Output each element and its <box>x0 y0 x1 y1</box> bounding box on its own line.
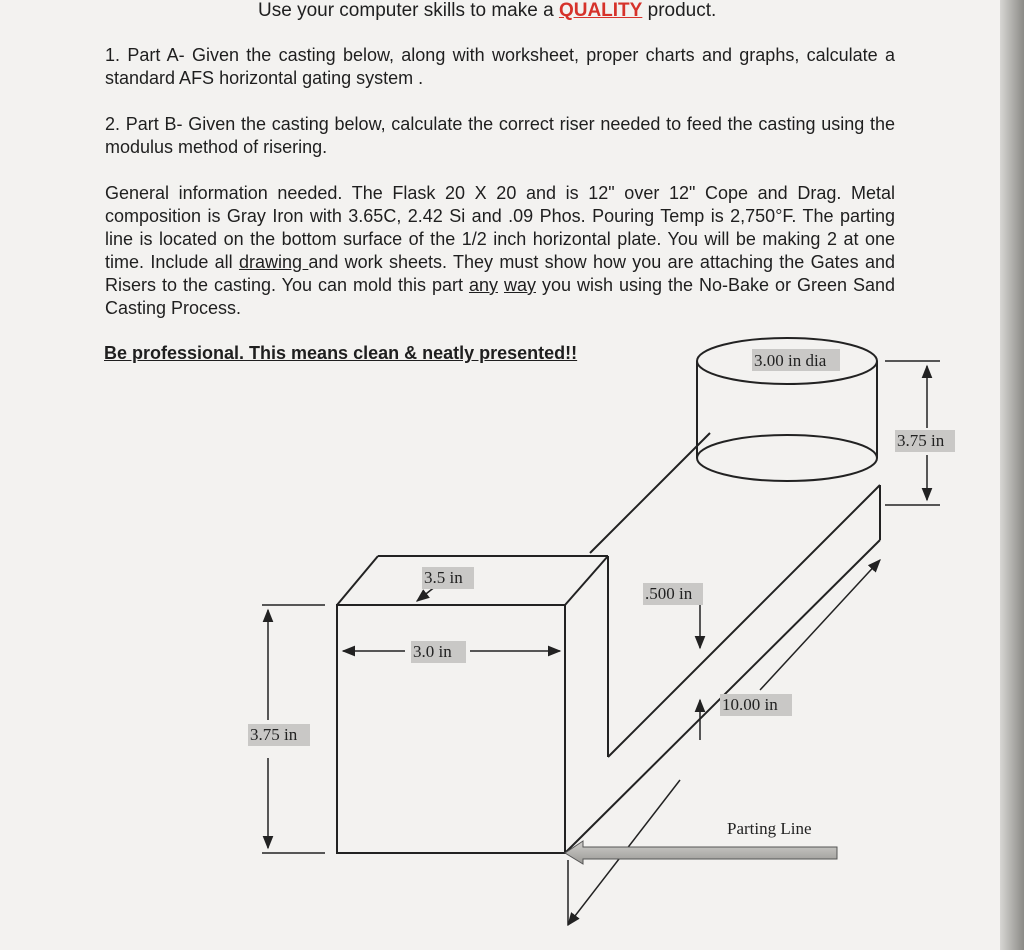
length-arrow-up <box>760 560 880 690</box>
any-underlined: any <box>468 275 498 295</box>
title-suffix: product. <box>642 0 717 21</box>
plate-length-label: 10.00 in <box>722 695 778 714</box>
general-text-3: you wish using the No-Bake or Green Sand Casting Process. <box>105 275 895 318</box>
professional-note: Be professional. This means clean & neatly presented!! <box>104 343 578 363</box>
page-edge-shadow <box>1000 0 1024 950</box>
parting-line-arrow <box>565 841 837 864</box>
part-b-instructions: 2. Part B- Given the casting below, calculate the correct riser needed to feed the casting using the modulus method of risering. <box>105 114 895 157</box>
general-text-2: and work sheets. They must show how you are attaching the Gates and Risers to the casting. You can mold this part <box>105 252 895 295</box>
drawing-underlined: drawing <box>238 252 309 272</box>
general-text-1: General information needed. The Flask 20 X 20 and is 12" over 12" Cope and Drag. Metal composition is Gray Iron with 3.65C, 2.42 Si and .09 Phos. Pouring Temp is 2,750°F. The parting line is located on the bottom surface of the 1/2 inch horizontal plate. You will be making 2 at one time. Include all <box>105 183 895 272</box>
cylinder-diameter-label: 3.00 in dia <box>754 351 827 370</box>
quality-emphasis: QUALITY <box>558 0 643 21</box>
title-prefix: Use your computer skills to make a <box>258 0 559 21</box>
block-width-label: 3.0 in <box>413 642 452 661</box>
parting-line-label: Parting Line <box>727 819 812 838</box>
way-underlined: way <box>503 275 536 295</box>
block-height-label: 3.75 in <box>250 725 298 744</box>
cylinder-bottom-ellipse <box>697 435 877 481</box>
block-top-right-edge <box>565 556 608 605</box>
dimension-lines <box>262 361 940 925</box>
plate-top-front-edge <box>608 485 880 757</box>
block-top-left-edge <box>337 556 378 605</box>
casting-outline <box>337 338 880 853</box>
cylinder-height-label: 3.75 in <box>897 431 945 450</box>
part-a-instructions: 1. Part A- Given the casting below, along with worksheet, proper charts and graphs, calculate a standard AFS horizontal gating system . <box>105 45 895 88</box>
plate-top-back-edge <box>590 433 710 553</box>
plate-thickness-label: .500 in <box>645 584 693 603</box>
block-depth-label: 3.5 in <box>424 568 463 587</box>
